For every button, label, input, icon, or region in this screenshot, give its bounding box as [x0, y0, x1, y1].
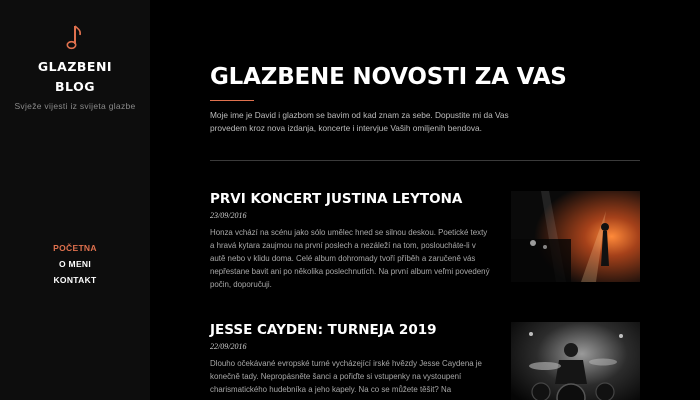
intro-text: Moje ime je David i glazbom se bavim od kad znam za sebe. Dopustite mi da Vas provedem kroz nova izdanja, koncerte i intervjue Vaših omiljenih bendova.: [210, 110, 509, 133]
site-tagline: Svježe vijesti iz svijeta glazbe: [14, 101, 136, 111]
nav-item-pocetna[interactable]: POČETNA: [53, 243, 97, 253]
post-title[interactable]: JESSE CAYDEN: TURNEJA 2019: [210, 322, 437, 338]
nav-item-kontakt[interactable]: KONTAKT: [53, 275, 97, 285]
concert-stage-photo[interactable]: [511, 191, 640, 282]
post-card: [210, 322, 640, 400]
sidebar: [0, 0, 150, 400]
drummer-photo[interactable]: [511, 322, 640, 400]
music-note-icon[interactable]: [63, 24, 85, 52]
page-title: GLAZBENE NOVOSTI ZA VAS: [210, 64, 567, 90]
site-brand[interactable]: [0, 57, 150, 97]
nav-item-o-meni[interactable]: O MENI: [58, 259, 92, 269]
brand-line-1: GLAZBENI: [37, 59, 113, 74]
post-date: 23/09/2016: [210, 211, 247, 220]
brand-line-2: BLOG: [55, 79, 95, 94]
post-excerpt: Honza vchází na scénu jako sólo umělec hned se silnou deskou. Poetické texty a hravá kytara zaujmou na první poslech a nezáleží na tom, posloucháte-li v autě nebo v klidu doma. Celé album dohromady tvoří příběh a zaručeně vás nepřestane bavit ani po několika poslechnutích. Na první album veľmi povedený počin, doporučuji.: [210, 228, 490, 289]
post-title[interactable]: PRVI KONCERT JUSTINA LEYTONA: [210, 191, 463, 207]
section-divider: [210, 160, 640, 161]
main-nav: [0, 240, 150, 288]
post-date: 22/09/2016: [210, 342, 247, 351]
title-accent-line: [210, 100, 254, 101]
main-content: [150, 0, 700, 400]
post-card: [210, 191, 640, 289]
post-excerpt: Dlouho očekávané evropské turné vycházející irské hvězdy Jesse Caydena je konečně tady. Nepropásněte šanci a pořiďte si vstupenky na vystoupení charismatického hudebníka a jeho kapely. Na co se můžete těšit? Na: [210, 359, 482, 394]
